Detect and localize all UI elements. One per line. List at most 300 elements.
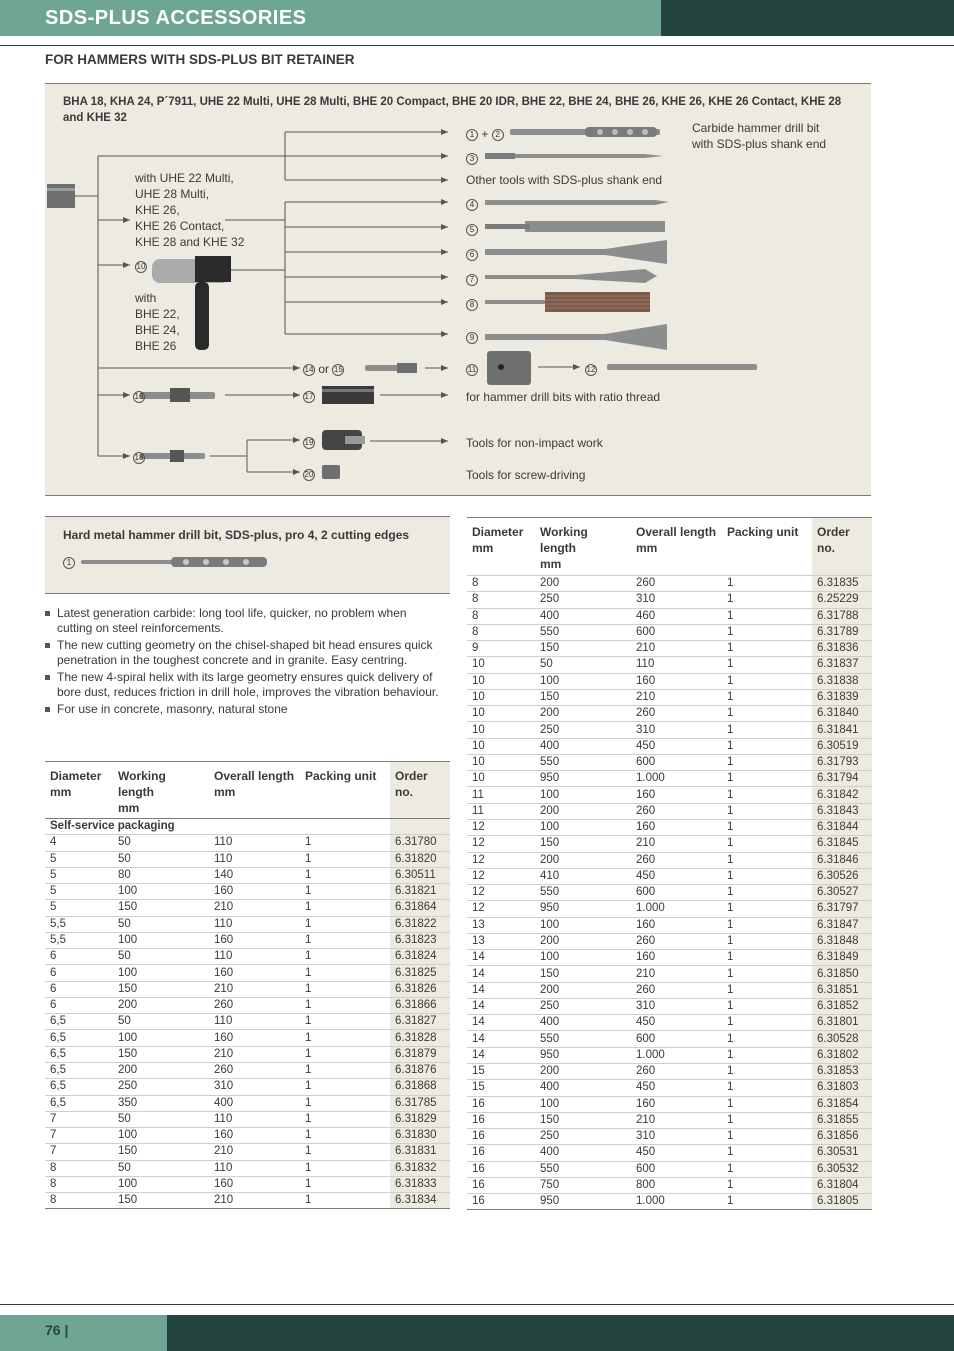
feature-item: The new 4-spiral helix with its large geometry ensures quick delivery of bore dust, reduces friction in drill hole, improves the vibration behaviour. [45, 670, 445, 699]
cell-working-length: 100 [535, 673, 631, 689]
col-diameter: Diameter mm [50, 769, 102, 799]
cell-order-no: 6.31780 [390, 835, 450, 851]
cell-packing-unit: 1 [722, 624, 812, 640]
cell-order-no: 6.31825 [390, 965, 450, 981]
cell-diameter: 8 [45, 1176, 113, 1192]
cell-order-no: 6.31851 [812, 982, 872, 998]
cell-overall-length: 310 [631, 998, 722, 1014]
cell-working-length: 150 [113, 900, 209, 916]
cell-overall-length: 110 [209, 1014, 300, 1030]
cell-overall-length: 450 [631, 1015, 722, 1031]
cell-working-length: 150 [113, 1144, 209, 1160]
table-row [467, 657, 872, 673]
cell-order-no: 6.31805 [812, 1194, 872, 1210]
product-number: 1 [63, 557, 75, 569]
cell-diameter: 15 [467, 1063, 535, 1079]
cell-order-no: 6.31866 [390, 997, 450, 1013]
table-row [467, 641, 872, 657]
table-row [45, 1128, 450, 1144]
cell-diameter: 12 [467, 868, 535, 884]
table-row [467, 706, 872, 722]
table-row [467, 1063, 872, 1079]
compatible-models: BHA 18, KHA 24, P´7911, UHE 22 Multi, UHE 28 Multi, BHE 20 Compact, BHE 20 IDR, BHE 22, BHE 24, BHE 26, KHE 26, KHE 26 Contact, KHE 28 and KHE 32 [63, 96, 842, 124]
cell-diameter: 10 [467, 754, 535, 770]
header-bar-right [661, 0, 954, 36]
sleeve-icon [322, 386, 374, 404]
tile-chisel-icon [485, 324, 667, 350]
bit-holder-icon [322, 465, 340, 479]
cell-diameter: 8 [467, 576, 535, 592]
cell-packing-unit: 1 [300, 1144, 390, 1160]
cell-packing-unit: 1 [300, 1046, 390, 1062]
cell-packing-unit: 1 [722, 576, 812, 592]
ratio-thread-label: for hammer drill bits with ratio thread [466, 390, 661, 404]
table-row [45, 1111, 450, 1127]
cell-packing-unit: 1 [722, 592, 812, 608]
cell-overall-length: 160 [209, 1030, 300, 1046]
cell-order-no: 6.31864 [390, 900, 450, 916]
cell-working-length: 550 [535, 1161, 631, 1177]
cell-order-no: 6.31843 [812, 803, 872, 819]
num-4: 4 [466, 199, 478, 211]
feature-item: Latest generation carbide: long tool life, quicker, no problem when cutting on steel reinforcements. [45, 606, 445, 635]
cell-packing-unit: 1 [300, 1111, 390, 1127]
cell-working-length: 150 [535, 1112, 631, 1128]
num-19: 19 [304, 437, 314, 447]
cell-diameter: 5,5 [45, 916, 113, 932]
cell-overall-length: 450 [631, 1080, 722, 1096]
cell-packing-unit: 1 [300, 981, 390, 997]
cell-packing-unit: 1 [722, 673, 812, 689]
table-row [45, 1046, 450, 1062]
col-order-no: Order no. [812, 518, 872, 576]
cell-packing-unit: 1 [300, 932, 390, 948]
cell-working-length: 200 [535, 982, 631, 998]
table-row [467, 1047, 872, 1063]
cell-diameter: 6,5 [45, 1030, 113, 1046]
cell-overall-length: 1.000 [631, 771, 722, 787]
cell-working-length: 150 [113, 981, 209, 997]
cell-packing-unit: 1 [300, 1160, 390, 1176]
feature-item: The new cutting geometry on the chisel-shaped bit head ensures quick penetration in the toughest concrete and in granite. Easy centring. [45, 638, 445, 667]
cell-working-length: 950 [535, 771, 631, 787]
cell-packing-unit: 1 [300, 1128, 390, 1144]
cell-order-no: 6.31856 [812, 1129, 872, 1145]
cell-overall-length: 210 [631, 966, 722, 982]
cell-overall-length: 110 [209, 835, 300, 851]
cell-overall-length: 210 [631, 1112, 722, 1128]
cell-packing-unit: 1 [722, 1096, 812, 1112]
cell-packing-unit: 1 [722, 982, 812, 998]
num-17: 17 [304, 391, 314, 401]
num-8: 8 [466, 299, 478, 311]
non-impact-label: Tools for non-impact work [466, 436, 603, 450]
cell-order-no: 6.31826 [390, 981, 450, 997]
table-row [45, 1062, 450, 1078]
with-uhe-label: with UHE 22 Multi, UHE 28 Multi, KHE 26, KHE 26 Contact, KHE 28 and KHE 32 [135, 171, 245, 249]
cell-order-no: 6.31803 [812, 1080, 872, 1096]
cell-overall-length: 600 [631, 754, 722, 770]
num-18: 18 [134, 452, 144, 462]
cell-working-length: 100 [113, 965, 209, 981]
cell-packing-unit: 1 [722, 1031, 812, 1047]
cell-order-no: 6.31831 [390, 1144, 450, 1160]
table-row [45, 884, 450, 900]
table-row [467, 982, 872, 998]
cell-packing-unit: 1 [722, 1161, 812, 1177]
cell-working-length: 100 [113, 1030, 209, 1046]
cell-working-length: 550 [535, 1031, 631, 1047]
table-row [45, 1176, 450, 1192]
cell-overall-length: 460 [631, 608, 722, 624]
cell-diameter: 5,5 [45, 932, 113, 948]
header-rule [0, 45, 954, 46]
cell-packing-unit: 1 [722, 1047, 812, 1063]
cell-packing-unit: 1 [722, 998, 812, 1014]
cell-packing-unit: 1 [300, 1176, 390, 1192]
cell-order-no: 6.30519 [812, 738, 872, 754]
cell-order-no: 6.30532 [812, 1161, 872, 1177]
cell-order-no: 6.31854 [812, 1096, 872, 1112]
page-subtitle: FOR HAMMERS WITH SDS-PLUS BIT RETAINER [45, 52, 355, 67]
cell-diameter: 6,5 [45, 1062, 113, 1078]
cell-packing-unit: 1 [722, 1080, 812, 1096]
cell-working-length: 550 [535, 624, 631, 640]
cell-order-no: 6.31785 [390, 1095, 450, 1111]
ratio-thread-bit-icon [607, 364, 757, 370]
table-row [45, 1193, 450, 1209]
cell-diameter: 14 [467, 998, 535, 1014]
table-row [45, 900, 450, 916]
cell-overall-length: 160 [631, 673, 722, 689]
cell-packing-unit: 1 [722, 1177, 812, 1193]
table-row [467, 1015, 872, 1031]
table-row [467, 787, 872, 803]
cell-order-no: 6.31794 [812, 771, 872, 787]
cell-diameter: 16 [467, 1145, 535, 1161]
cell-packing-unit: 1 [300, 851, 390, 867]
cell-order-no: 6.31855 [812, 1112, 872, 1128]
cell-working-length: 50 [113, 835, 209, 851]
cell-overall-length: 450 [631, 1145, 722, 1161]
cell-overall-length: 210 [631, 689, 722, 705]
cell-overall-length: 110 [631, 657, 722, 673]
cell-packing-unit: 1 [300, 1030, 390, 1046]
cell-order-no: 6.31853 [812, 1063, 872, 1079]
cell-overall-length: 160 [209, 1128, 300, 1144]
table-row [45, 932, 450, 948]
cell-order-no: 6.31830 [390, 1128, 450, 1144]
wide-chisel-icon [525, 221, 665, 232]
cell-working-length: 250 [535, 722, 631, 738]
cell-working-length: 100 [113, 932, 209, 948]
cell-packing-unit: 1 [722, 722, 812, 738]
cell-working-length: 410 [535, 868, 631, 884]
cell-order-no: 6.31848 [812, 933, 872, 949]
cell-overall-length: 210 [209, 1193, 300, 1209]
cell-working-length: 200 [535, 706, 631, 722]
num-3: 3 [466, 153, 478, 165]
table-row [45, 835, 450, 851]
cell-working-length: 200 [535, 576, 631, 592]
cell-packing-unit: 1 [300, 1095, 390, 1111]
cell-diameter: 6,5 [45, 1046, 113, 1062]
carbide-label: Carbide hammer drill bit with SDS-plus shank end [692, 121, 827, 151]
cell-diameter: 6 [45, 997, 113, 1013]
cell-working-length: 50 [113, 1160, 209, 1176]
screw-driving-label: Tools for screw-driving [466, 468, 586, 482]
cell-diameter: 16 [467, 1177, 535, 1193]
cell-overall-length: 210 [209, 1046, 300, 1062]
cell-order-no: 6.31846 [812, 852, 872, 868]
cell-overall-length: 260 [631, 933, 722, 949]
cell-working-length: 200 [113, 997, 209, 1013]
cell-diameter: 10 [467, 673, 535, 689]
table-row [467, 998, 872, 1014]
cell-order-no: 6.31797 [812, 901, 872, 917]
col-working-length: Working length mm [540, 525, 588, 571]
num-1-plus-2: 1 + 2 [466, 126, 504, 142]
cell-diameter: 7 [45, 1111, 113, 1127]
cell-overall-length: 160 [631, 950, 722, 966]
cell-overall-length: 800 [631, 1177, 722, 1193]
cell-overall-length: 110 [209, 949, 300, 965]
table-row [467, 608, 872, 624]
cell-overall-length: 260 [631, 576, 722, 592]
cell-packing-unit: 1 [722, 1194, 812, 1210]
num-9: 9 [466, 332, 478, 344]
cell-packing-unit: 1 [722, 917, 812, 933]
cell-diameter: 14 [467, 966, 535, 982]
table-row [467, 917, 872, 933]
cell-working-length: 150 [535, 641, 631, 657]
other-tools-label: Other tools with SDS-plus shank end [466, 173, 663, 187]
cell-packing-unit: 1 [722, 706, 812, 722]
cell-order-no: 6.31835 [812, 576, 872, 592]
cell-diameter: 6,5 [45, 1079, 113, 1095]
cell-overall-length: 450 [631, 738, 722, 754]
table-row [467, 868, 872, 884]
cell-diameter: 9 [467, 641, 535, 657]
cell-order-no: 6.31876 [390, 1062, 450, 1078]
cell-diameter: 5 [45, 867, 113, 883]
cell-diameter: 15 [467, 1080, 535, 1096]
col-overall-length: Overall length mm [636, 525, 717, 555]
cell-order-no: 6.31820 [390, 851, 450, 867]
feature-list [45, 606, 445, 720]
cell-working-length: 150 [535, 836, 631, 852]
cell-diameter: 4 [45, 835, 113, 851]
cell-overall-length: 210 [209, 900, 300, 916]
cell-diameter: 16 [467, 1161, 535, 1177]
cell-order-no: 6.31802 [812, 1047, 872, 1063]
cell-diameter: 6 [45, 981, 113, 997]
cell-working-length: 950 [535, 1194, 631, 1210]
cell-working-length: 50 [113, 949, 209, 965]
table-row [467, 950, 872, 966]
cell-diameter: 16 [467, 1112, 535, 1128]
cell-order-no: 6.31789 [812, 624, 872, 640]
cell-packing-unit: 1 [300, 1062, 390, 1078]
cell-packing-unit: 1 [722, 836, 812, 852]
cell-working-length: 550 [535, 754, 631, 770]
left-order-table [45, 761, 450, 1209]
cell-diameter: 14 [467, 982, 535, 998]
cell-order-no: 6.30527 [812, 885, 872, 901]
table-row [45, 1095, 450, 1111]
table-row [45, 949, 450, 965]
cell-overall-length: 160 [631, 787, 722, 803]
flat-chisel-icon [485, 200, 669, 205]
cell-overall-length: 600 [631, 1161, 722, 1177]
cell-order-no: 6.31823 [390, 932, 450, 948]
cell-diameter: 13 [467, 917, 535, 933]
cell-overall-length: 310 [631, 722, 722, 738]
cell-overall-length: 1.000 [631, 901, 722, 917]
adapter-icon [487, 351, 531, 385]
footer-rule [0, 1304, 954, 1305]
cell-diameter: 12 [467, 836, 535, 852]
cell-working-length: 150 [535, 689, 631, 705]
cell-overall-length: 110 [209, 1111, 300, 1127]
page-title: SDS-PLUS ACCESSORIES [45, 7, 307, 29]
cell-overall-length: 160 [209, 965, 300, 981]
cell-overall-length: 260 [631, 982, 722, 998]
cell-order-no: 6.31824 [390, 949, 450, 965]
cell-order-no: 6.31850 [812, 966, 872, 982]
table-row [467, 738, 872, 754]
cell-order-no: 6.31833 [390, 1176, 450, 1192]
cell-packing-unit: 1 [722, 819, 812, 835]
cell-overall-length: 260 [631, 803, 722, 819]
cell-overall-length: 160 [631, 1096, 722, 1112]
cell-diameter: 7 [45, 1144, 113, 1160]
cell-working-length: 100 [535, 1096, 631, 1112]
table-row [45, 1144, 450, 1160]
cell-packing-unit: 1 [722, 771, 812, 787]
cell-order-no: 6.31879 [390, 1046, 450, 1062]
table-row [467, 803, 872, 819]
table-row [467, 836, 872, 852]
cell-working-length: 200 [113, 1062, 209, 1078]
cell-diameter: 10 [467, 738, 535, 754]
cell-overall-length: 260 [209, 997, 300, 1013]
cell-order-no: 6.31840 [812, 706, 872, 722]
carbide-bit-icon [510, 127, 660, 137]
cell-order-no: 6.31828 [390, 1030, 450, 1046]
cell-working-length: 150 [113, 1193, 209, 1209]
col-diameter: Diameter mm [472, 525, 524, 555]
table-row [467, 1080, 872, 1096]
product-title: Hard metal hammer drill bit, SDS-plus, pro 4, 2 cutting edges [63, 528, 410, 542]
cell-overall-length: 110 [209, 851, 300, 867]
cell-order-no: 6.31836 [812, 641, 872, 657]
table-row [467, 1145, 872, 1161]
cell-packing-unit: 1 [722, 1063, 812, 1079]
channel-chisel-icon [485, 269, 657, 283]
cell-overall-length: 160 [631, 819, 722, 835]
table-row [45, 997, 450, 1013]
cell-working-length: 250 [535, 1129, 631, 1145]
num-10: 10 [136, 261, 146, 271]
table-row [467, 852, 872, 868]
cell-working-length: 400 [535, 1015, 631, 1031]
cell-working-length: 150 [535, 966, 631, 982]
cell-overall-length: 210 [631, 836, 722, 852]
cell-diameter: 12 [467, 885, 535, 901]
cell-diameter: 7 [45, 1128, 113, 1144]
cell-packing-unit: 1 [722, 1112, 812, 1128]
cell-packing-unit: 1 [722, 803, 812, 819]
cell-overall-length: 110 [209, 1160, 300, 1176]
table-row [467, 771, 872, 787]
cell-working-length: 100 [113, 884, 209, 900]
cell-working-length: 400 [535, 608, 631, 624]
table-row [45, 1014, 450, 1030]
cell-diameter: 10 [467, 689, 535, 705]
table-row [467, 966, 872, 982]
cell-order-no: 6.31845 [812, 836, 872, 852]
cell-order-no: 6.31788 [812, 608, 872, 624]
bushing-tool-icon [485, 300, 545, 304]
cell-packing-unit: 1 [300, 867, 390, 883]
cell-diameter: 5 [45, 900, 113, 916]
col-overall-length: Overall length mm [214, 769, 295, 799]
cell-diameter: 12 [467, 901, 535, 917]
cell-overall-length: 310 [631, 1129, 722, 1145]
cell-packing-unit: 1 [722, 754, 812, 770]
table-row [467, 1177, 872, 1193]
table-row [45, 1160, 450, 1176]
table-row [45, 916, 450, 932]
table-row [467, 933, 872, 949]
cell-working-length: 950 [535, 1047, 631, 1063]
cell-diameter: 13 [467, 933, 535, 949]
cell-overall-length: 160 [209, 884, 300, 900]
cell-order-no: 6.31827 [390, 1014, 450, 1030]
cell-working-length: 250 [113, 1079, 209, 1095]
cell-packing-unit: 1 [300, 916, 390, 932]
page-number: 76 | [45, 1322, 69, 1338]
cell-working-length: 200 [535, 803, 631, 819]
cell-overall-length: 260 [631, 1063, 722, 1079]
cell-packing-unit: 1 [722, 1129, 812, 1145]
cell-working-length: 100 [113, 1176, 209, 1192]
cell-overall-length: 600 [631, 1031, 722, 1047]
cell-diameter: 12 [467, 852, 535, 868]
right-order-table [467, 517, 872, 1210]
cell-working-length: 150 [113, 1046, 209, 1062]
cell-packing-unit: 1 [722, 1145, 812, 1161]
table-row [45, 1079, 450, 1095]
cell-overall-length: 140 [209, 867, 300, 883]
num-7: 7 [466, 274, 478, 286]
cell-packing-unit: 1 [722, 738, 812, 754]
cell-diameter: 10 [467, 771, 535, 787]
cell-working-length: 50 [113, 916, 209, 932]
num-6: 6 [466, 249, 478, 261]
cell-working-length: 50 [113, 851, 209, 867]
cell-working-length: 100 [535, 917, 631, 933]
cell-working-length: 750 [535, 1177, 631, 1193]
cell-packing-unit: 1 [722, 1015, 812, 1031]
cell-order-no: 6.31793 [812, 754, 872, 770]
cell-diameter: 6,5 [45, 1014, 113, 1030]
cell-working-length: 80 [113, 867, 209, 883]
cell-order-no: 6.31837 [812, 657, 872, 673]
cell-packing-unit: 1 [300, 1014, 390, 1030]
cell-working-length: 400 [535, 1145, 631, 1161]
